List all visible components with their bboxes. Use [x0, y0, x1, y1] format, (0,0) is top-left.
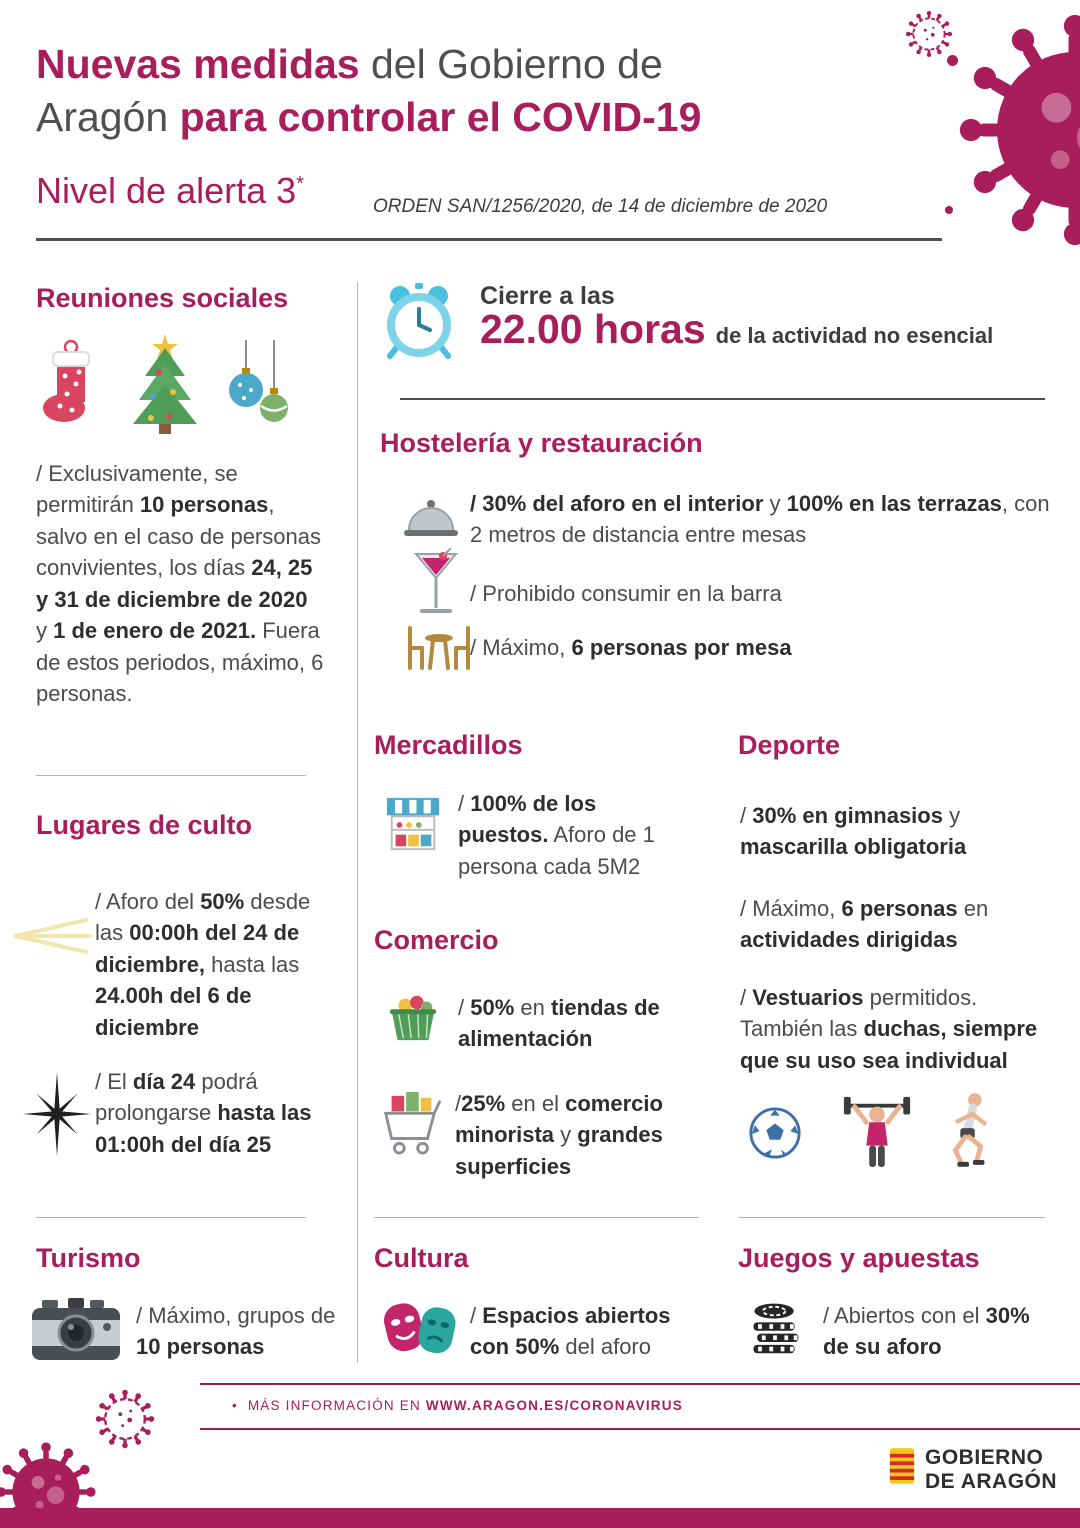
comercio-item-1: / 50% en tiendas de alimentación	[458, 995, 660, 1052]
header-rule	[36, 238, 942, 241]
footer-info-prefix: MÁS INFORMACIÓN EN	[247, 1398, 426, 1413]
order-reference: ORDEN SAN/1256/2020, de 14 de diciembre de 2020	[373, 196, 828, 217]
star-icon	[22, 1072, 92, 1156]
aragon-flag-icon	[888, 1446, 916, 1486]
mercadillos-item-1: / 100% de los puestos. Aforo de 1 persona cada 5M2	[458, 791, 655, 879]
table-icon	[402, 620, 476, 672]
government-logo-text	[925, 1446, 1057, 1494]
closure-suffix: de la actividad no esencial	[715, 323, 994, 348]
section-divider	[36, 1217, 306, 1218]
bottom-color-bar	[0, 1508, 1080, 1528]
closure-line1: Cierre a las	[480, 282, 615, 310]
cultura-item-1: / Espacios abiertos con 50% del aforo	[470, 1303, 671, 1360]
page-title	[36, 38, 701, 144]
cloche-icon	[402, 492, 460, 544]
footer-rule-top	[200, 1383, 1080, 1385]
section-divider	[374, 1217, 699, 1218]
virus-icon	[945, 0, 1080, 260]
section-title-reuniones: Reuniones sociales	[36, 283, 289, 313]
soccer-ball-icon	[748, 1106, 802, 1160]
food-basket-icon	[384, 988, 442, 1044]
turismo-item-1: / Máximo, grupos de 10 personas	[136, 1303, 336, 1360]
christmas-tree-icon	[123, 332, 207, 436]
section-title-culto: Lugares de culto	[36, 810, 253, 840]
footer-bullet: •	[232, 1398, 238, 1413]
virus-dot	[945, 206, 953, 214]
culto-item-2: / El día 24 podrá prolongarse hasta las 01:00h del día 25	[95, 1069, 312, 1157]
closure-time: 22.00 horas	[480, 306, 706, 352]
market-stall-icon	[384, 795, 442, 855]
section-title-hosteleria: Hostelería y restauración	[380, 428, 703, 458]
section-title-mercadillos: Mercadillos	[374, 730, 523, 760]
section-title-comercio: Comercio	[374, 925, 499, 955]
theater-masks-icon	[380, 1292, 460, 1362]
section-title-juegos: Juegos y apuestas	[738, 1243, 980, 1273]
sun-rays-icon	[12, 912, 92, 960]
footer-info-url: WWW.ARAGON.ES/CORONAVIRUS	[425, 1398, 683, 1413]
footer-rule-bottom	[200, 1428, 1080, 1430]
deporte-item-3: / Vestuarios permitidos. También las duchas, siempre que su uso sea individual	[740, 985, 1038, 1073]
section-divider	[738, 1217, 1045, 1218]
section-title-deporte: Deporte	[738, 730, 841, 760]
camera-icon	[30, 1296, 122, 1362]
section-divider	[36, 775, 306, 776]
title-bold-2: para controlar el COVID-19	[179, 94, 702, 140]
section-title-turismo: Turismo	[36, 1243, 141, 1273]
title-rest-1: del Gobierno de	[359, 41, 663, 87]
alarm-clock-icon	[383, 281, 455, 359]
poker-chips-icon	[745, 1294, 805, 1360]
stocking-icon	[42, 338, 100, 430]
cocktail-icon	[412, 548, 460, 620]
gov-line-2: DE ARAGÓN	[925, 1470, 1058, 1493]
column-divider	[357, 282, 358, 1363]
closure-rule	[400, 398, 1045, 400]
culto-item-1: / Aforo del 50% desde las 00:00h del 24 de diciembre, hasta las 24.00h del 6 de diciembre	[95, 889, 311, 1040]
comercio-item-2: /25% en el comercio minorista y grandes superficies	[455, 1091, 663, 1179]
ornaments-icon	[222, 340, 294, 436]
hosteleria-item-1: / 30% del aforo en el interior y 100% en las terrazas, con 2 metros de distancia entre mesas	[470, 491, 1050, 548]
weightlifter-icon	[840, 1092, 914, 1170]
gov-line-1: GOBIERNO	[925, 1446, 1044, 1469]
shopping-cart-icon	[378, 1085, 442, 1161]
alert-level: Nivel de alerta 3*	[36, 170, 304, 211]
hosteleria-item-2: / Prohibido consumir en la barra	[470, 581, 782, 606]
deporte-item-1: / 30% en gimnasios y mascarilla obligatoria	[740, 803, 967, 860]
reuniones-body: / Exclusivamente, se permitirán 10 personas, salvo en el caso de personas convivientes, los días 24, 25 y 31 de diciembre de 2020 y 1 de enero de 2021. Fuera de estos periodos, máximo, 6 personas.	[36, 461, 324, 707]
section-title-cultura: Cultura	[374, 1243, 469, 1273]
runner-icon	[940, 1090, 998, 1172]
title-bold-1: Nuevas medidas	[36, 41, 360, 87]
juegos-item-1: / Abiertos con el 30% de su aforo	[823, 1303, 1030, 1360]
footer-info	[232, 1398, 683, 1413]
hosteleria-item-3: / Máximo, 6 personas por mesa	[470, 635, 792, 660]
title-pre-2: Aragón	[36, 94, 180, 140]
virus-dot	[947, 55, 958, 66]
closure-row	[480, 306, 993, 353]
alert-asterisk: *	[296, 173, 304, 195]
deporte-item-2: / Máximo, 6 personas en actividades dirigidas	[740, 896, 989, 953]
